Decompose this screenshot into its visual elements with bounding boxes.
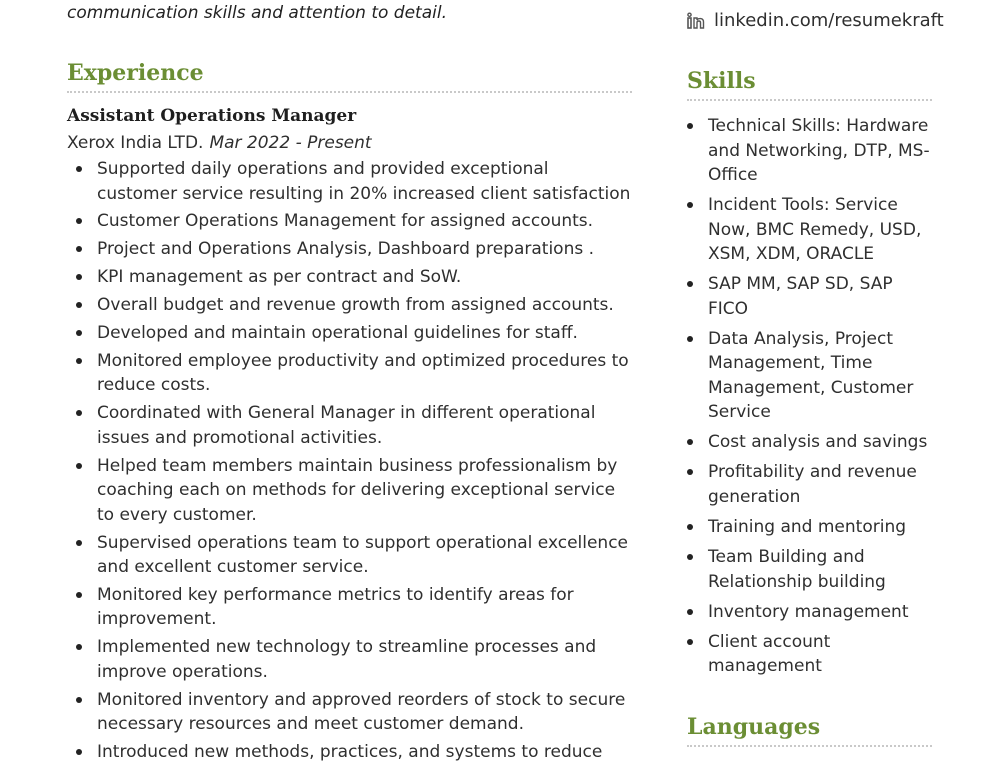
list-item [67, 688, 632, 737]
list-item-text: Inventory management [708, 601, 909, 622]
bullet-icon [687, 554, 693, 560]
list-item [686, 430, 936, 455]
bullet-icon [76, 166, 82, 172]
job-meta [67, 131, 372, 155]
list-item [67, 349, 632, 398]
list-item [67, 209, 632, 234]
list-item [67, 740, 632, 765]
list-item-text: Data Analysis, Project Management, Time Management, Customer Service [708, 328, 914, 423]
bullet-icon [76, 697, 82, 703]
summary-text: communication skills and attention to detail. [67, 3, 447, 23]
bullet-icon [76, 592, 82, 598]
linkedin-contact[interactable] [687, 9, 944, 33]
bullet-icon [687, 123, 693, 129]
list-item [686, 515, 936, 540]
bullet-icon [687, 609, 693, 615]
list-item-text: Customer Operations Management for assigned accounts. [97, 211, 594, 232]
list-item [686, 460, 936, 509]
skills-heading: Skills [687, 68, 756, 94]
experience-heading: Experience [67, 60, 204, 86]
languages-divider [687, 745, 932, 747]
list-item-text: Monitored inventory and approved reorders of stock to secure necessary resources and meet customer demand. [97, 689, 626, 735]
bullet-icon [687, 469, 693, 475]
list-item [67, 293, 632, 318]
bullet-icon [76, 358, 82, 364]
linkedin-url[interactable]: linkedin.com/resumekraft [714, 10, 944, 31]
list-item-text: Supported daily operations and provided exceptional customer service resulting in 20% increased client satisfaction [97, 159, 631, 204]
list-item-text: Supervised operations team to support operational excellence and excellent customer service. [97, 532, 629, 578]
bullet-icon [76, 246, 82, 252]
company-name: Xerox India LTD. [67, 133, 204, 153]
list-item [67, 531, 632, 580]
job-title: Assistant Operations Manager [67, 106, 357, 126]
list-item [67, 237, 632, 262]
list-item-text: Profitability and revenue generation [708, 462, 917, 507]
list-item-text: Monitored employee productivity and optimized procedures to reduce costs. [97, 350, 629, 396]
list-item-text: Project and Operations Analysis, Dashboard preparations . [97, 239, 595, 260]
list-item-text: SAP MM, SAP SD, SAP FICO [708, 274, 893, 319]
list-item [686, 114, 936, 188]
list-item [686, 600, 936, 625]
list-item [686, 545, 936, 594]
bullet-icon [687, 281, 693, 287]
bullet-icon [76, 540, 82, 546]
bullet-icon [687, 202, 693, 208]
languages-heading: Languages [687, 714, 821, 740]
skills-divider [687, 99, 932, 101]
list-item [67, 265, 632, 290]
list-item-text: Monitored key performance metrics to identify areas for improvement. [97, 584, 574, 630]
list-item [67, 321, 632, 346]
bullet-icon [76, 274, 82, 280]
list-item-text: Cost analysis and savings [708, 432, 928, 453]
experience-divider [67, 91, 632, 93]
skills-bullet-list [686, 114, 936, 684]
list-item-text: Technical Skills: Hardware and Networking, DTP, MS-Office [708, 116, 930, 185]
list-item-text: KPI management as per contract and SoW. [97, 267, 462, 288]
bullet-icon [687, 439, 693, 445]
list-item [686, 327, 936, 425]
bullet-icon [76, 218, 82, 224]
list-item [67, 454, 632, 528]
list-item-text: Overall budget and revenue growth from assigned accounts. [97, 295, 614, 316]
list-item-text: Training and mentoring [708, 517, 907, 538]
list-item-text: Client account management [708, 631, 831, 677]
list-item [67, 401, 632, 450]
list-item-text: Team Building and Relationship building [708, 547, 886, 592]
list-item [686, 193, 936, 267]
list-item [686, 630, 936, 679]
bullet-icon [687, 524, 693, 530]
list-item [67, 635, 632, 684]
list-item [67, 583, 632, 632]
list-item-text: Incident Tools: Service Now, BMC Remedy, USD, XSM, XDM, ORACLE [708, 195, 922, 265]
list-item [686, 272, 936, 321]
list-item-text: Developed and maintain operational guidelines for staff. [97, 322, 578, 343]
list-item-text: Helped team members maintain business professionalism by coaching each on methods for delivering exceptional service to every customer. [97, 455, 618, 525]
job-dates: Mar 2022 - Present [209, 133, 372, 153]
bullet-icon [76, 330, 82, 336]
list-item [67, 157, 632, 206]
bullet-icon [76, 463, 82, 469]
list-item-text: Introduced new methods, practices, and systems to reduce [97, 742, 603, 763]
experience-bullet-list [67, 157, 632, 768]
list-item-text: Implemented new technology to streamline processes and improve operations. [97, 637, 597, 682]
bullet-icon [687, 639, 693, 645]
bullet-icon [76, 302, 82, 308]
list-item-text: Coordinated with General Manager in different operational issues and promotional activities. [97, 403, 596, 448]
bullet-icon [76, 644, 82, 650]
linkedin-icon [687, 12, 705, 30]
bullet-icon [687, 336, 693, 342]
bullet-icon [76, 410, 82, 416]
